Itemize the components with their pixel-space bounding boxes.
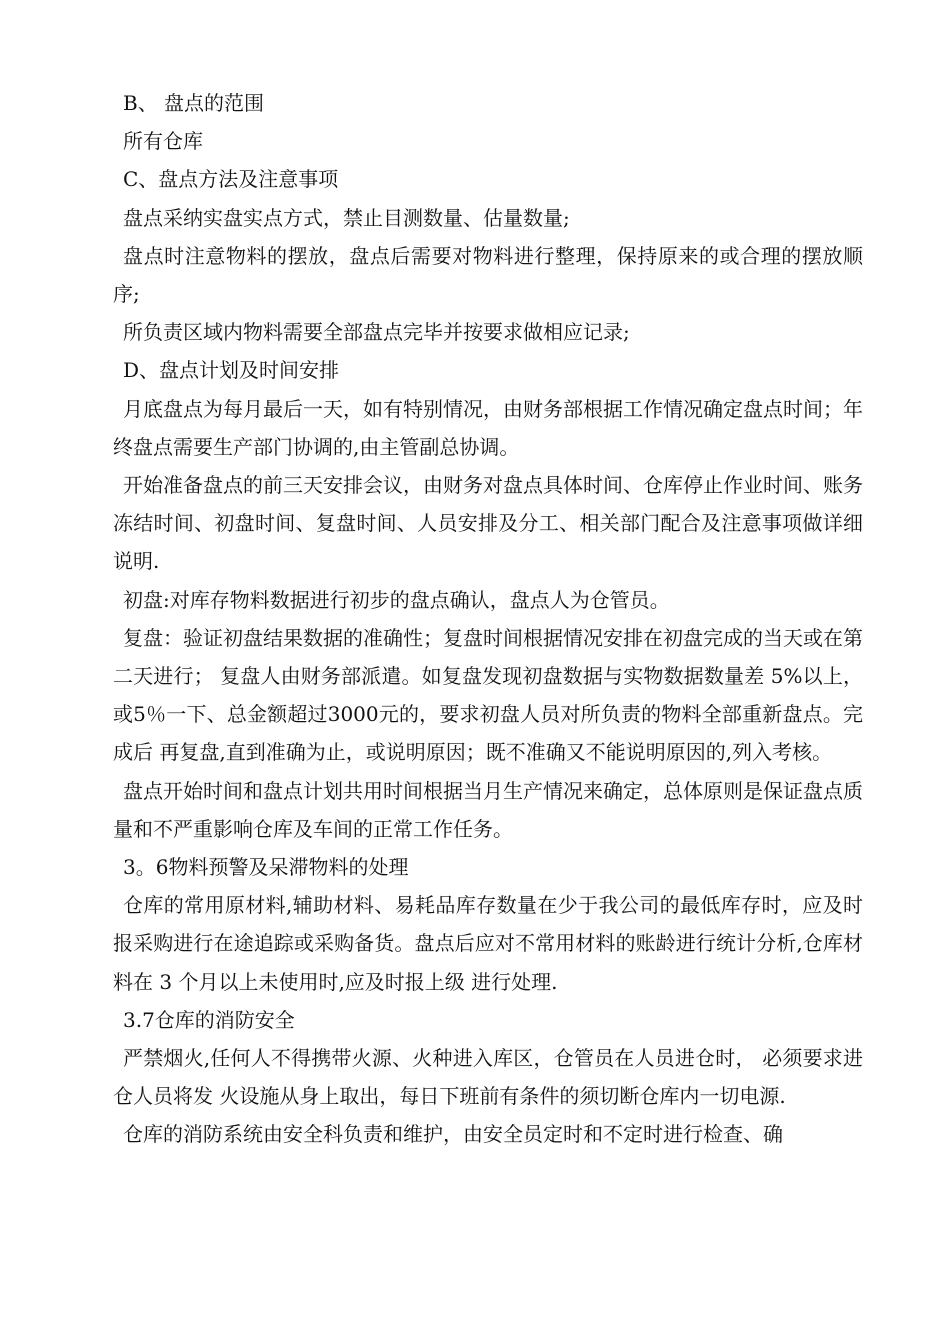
section-3-7-paragraph-1: 严禁烟火,任何人不得携带火源、火种进入库区，仓管员在人员进仓时， 必须要求进仓人员将发 火设施从身上取出，每日下班前有条件的须切断仓库内一切电源. <box>113 1046 863 1109</box>
section-c-paragraph-2: 盘点时注意物料的摆放，盘点后需要对物料进行整理，保持原来的或合理的摆放顺序; <box>113 243 863 307</box>
section-c-paragraph-3: 所负责区域内物料需要全部盘点完毕并按要求做相应记录; <box>123 320 630 345</box>
section-b-text: 所有仓库 <box>123 129 203 154</box>
section-d-paragraph-2: 开始准备盘点的前三天安排会议，由财务对盘点具体时间、仓库停止作业时间、账务冻结时间、初盘时间、复盘时间、人员安排及分工、相关部门配合及注意事项做详细说明. <box>113 473 863 574</box>
section-d-paragraph-4: 复盘：验证初盘结果数据的准确性；复盘时间根据情况安排在初盘完成的当天或在第二天进行； 复盘人由财务部派遣。如复盘发现初盘数据与实物数据数量差 5%以上，或5％一下、总金额超过3000元的，要求初盘人员对所负责的物料全部重新盘点。完成后 再复盘,直到准确为止，或说明原因；既不准确又不能说明原因的,列入考核。 <box>113 625 863 765</box>
section-3-7-paragraph-2: 仓库的消防系统由安全科负责和维护，由安全员定时和不定时进行检查、确 <box>123 1122 783 1147</box>
document-body <box>113 84 863 1154</box>
section-3-6-paragraph-1: 仓库的常用原材料,辅助材料、易耗品库存数量在少于我公司的最低库存时，应及时报采购进行在途追踪或采购备货。盘点后应对不常用材料的账龄进行统计分析,仓库材料在 3 个月以上未使用时,应及时报上级 进行处理. <box>113 893 863 994</box>
section-d-paragraph-5: 盘点开始时间和盘点计划共用时间根据当月生产情况来确定，总体原则是保证盘点质量和不严重影响仓库及车间的正常工作任务。 <box>113 778 863 841</box>
section-b-heading: B、 盘点的范围 <box>123 91 265 115</box>
section-3-7-heading: 3.7仓库的消防安全 <box>123 1007 295 1032</box>
section-3-6-heading: 3。6物料预警及呆滞物料的处理 <box>123 855 409 880</box>
section-d-paragraph-3: 初盘:对库存物料数据进行初步的盘点确认，盘点人为仓管员。 <box>123 587 670 612</box>
section-c-heading: C、盘点方法及注意事项 <box>123 167 339 192</box>
section-d-paragraph-1: 月底盘点为每月最后一天，如有特别情况，由财务部根据工作情况确定盘点时间；年终盘点需要生产部门协调的,由主管副总协调。 <box>113 396 863 459</box>
section-d-heading: D、盘点计划及时间安排 <box>123 358 340 383</box>
section-c-paragraph-1: 盘点采纳实盘实点方式，禁止目测数量、估量数量; <box>123 205 570 230</box>
